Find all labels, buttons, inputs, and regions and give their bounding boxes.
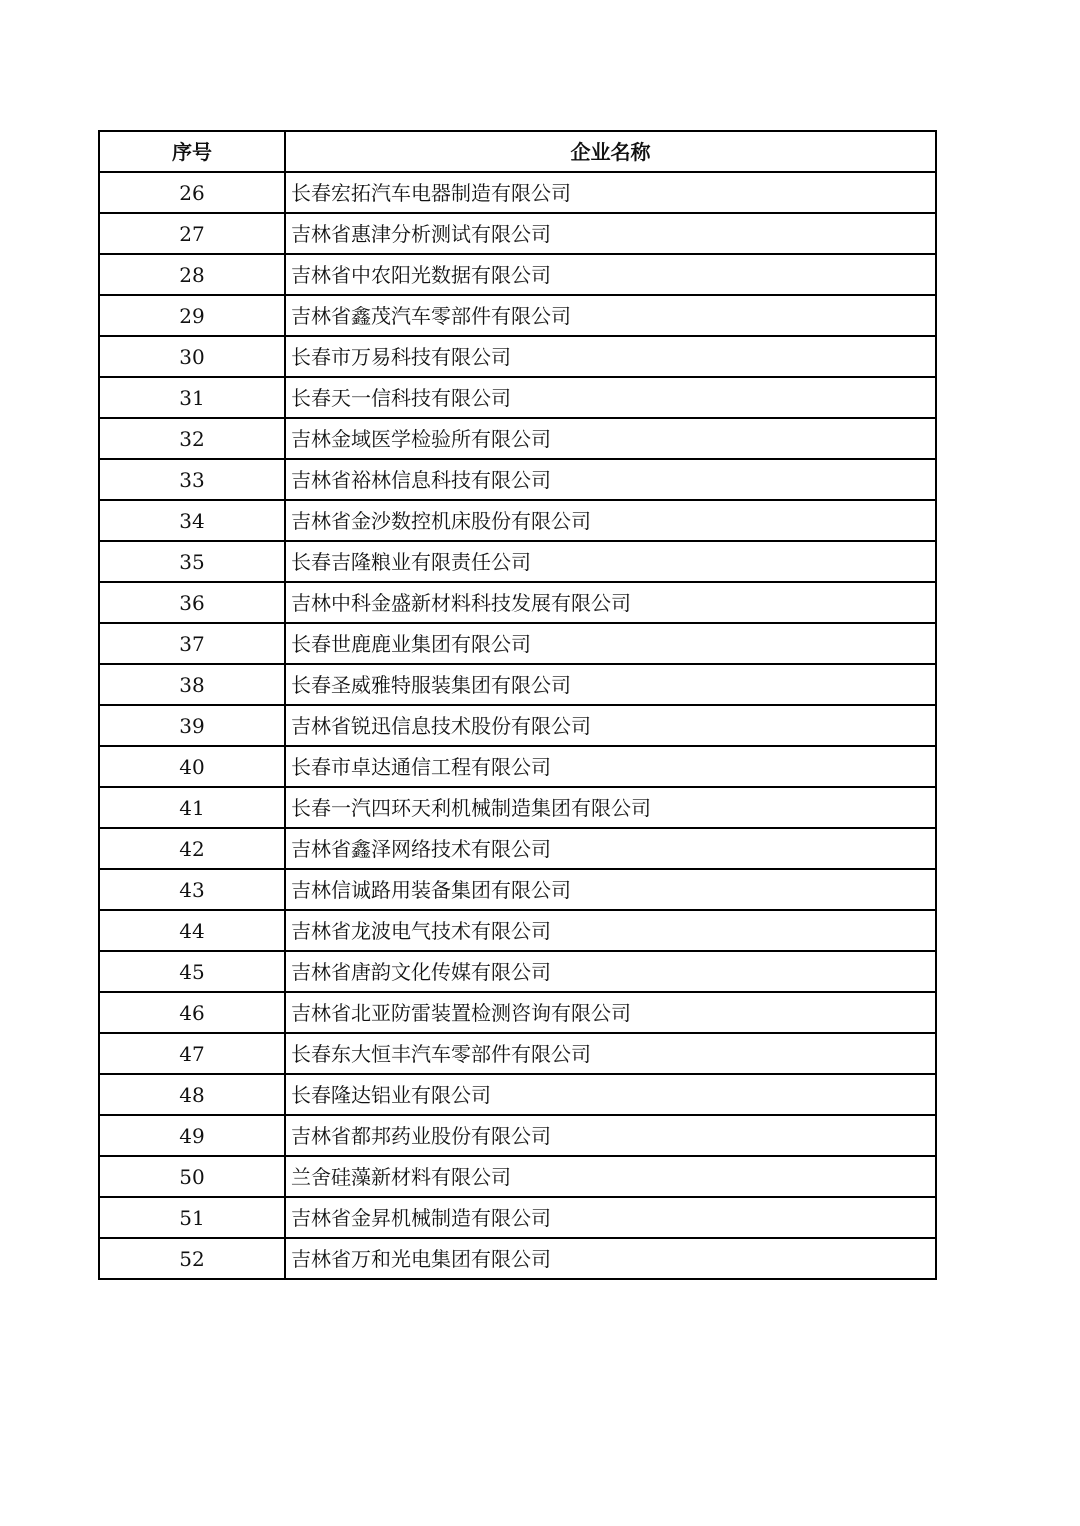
row-company-name: 吉林省金昇机械制造有限公司 (285, 1197, 936, 1238)
table-row (99, 500, 936, 541)
table-row (99, 869, 936, 910)
row-company-name: 长春吉隆粮业有限责任公司 (285, 541, 936, 582)
row-company-name: 吉林省惠津分析测试有限公司 (285, 213, 936, 254)
company-table (98, 130, 937, 1280)
table-header (99, 131, 936, 172)
row-company-name: 吉林省金沙数控机床股份有限公司 (285, 500, 936, 541)
row-company-name: 吉林信诚路用装备集团有限公司 (285, 869, 936, 910)
row-company-name: 长春隆达铝业有限公司 (285, 1074, 936, 1115)
row-index: 50 (99, 1156, 285, 1197)
row-company-name: 吉林省裕林信息科技有限公司 (285, 459, 936, 500)
header-index: 序号 (99, 131, 285, 172)
header-company-name: 企业名称 (285, 131, 936, 172)
row-index: 48 (99, 1074, 285, 1115)
row-company-name: 兰舍硅藻新材料有限公司 (285, 1156, 936, 1197)
row-company-name: 长春天一信科技有限公司 (285, 377, 936, 418)
row-company-name: 长春东大恒丰汽车零部件有限公司 (285, 1033, 936, 1074)
table-row (99, 541, 936, 582)
row-index: 35 (99, 541, 285, 582)
row-index: 30 (99, 336, 285, 377)
row-company-name: 吉林中科金盛新材料科技发展有限公司 (285, 582, 936, 623)
table-row (99, 992, 936, 1033)
table-row (99, 1074, 936, 1115)
table-row (99, 459, 936, 500)
row-index: 44 (99, 910, 285, 951)
table-row (99, 172, 936, 213)
table-row (99, 1156, 936, 1197)
row-index: 31 (99, 377, 285, 418)
row-index: 39 (99, 705, 285, 746)
row-company-name: 长春市万易科技有限公司 (285, 336, 936, 377)
row-company-name: 吉林金域医学检验所有限公司 (285, 418, 936, 459)
row-index: 41 (99, 787, 285, 828)
row-index: 34 (99, 500, 285, 541)
table-row (99, 582, 936, 623)
row-index: 43 (99, 869, 285, 910)
table-row (99, 910, 936, 951)
row-company-name: 吉林省龙波电气技术有限公司 (285, 910, 936, 951)
table-row (99, 1115, 936, 1156)
table-row (99, 254, 936, 295)
table-row (99, 377, 936, 418)
row-company-name: 长春一汽四环天利机械制造集团有限公司 (285, 787, 936, 828)
row-index: 26 (99, 172, 285, 213)
row-index: 32 (99, 418, 285, 459)
table-row (99, 746, 936, 787)
table-row (99, 295, 936, 336)
table-row (99, 1238, 936, 1279)
row-company-name: 吉林省北亚防雷装置检测咨询有限公司 (285, 992, 936, 1033)
table-row (99, 1033, 936, 1074)
table-row (99, 623, 936, 664)
row-company-name: 吉林省都邦药业股份有限公司 (285, 1115, 936, 1156)
row-index: 52 (99, 1238, 285, 1279)
table-row (99, 828, 936, 869)
row-index: 46 (99, 992, 285, 1033)
row-company-name: 吉林省中农阳光数据有限公司 (285, 254, 936, 295)
row-company-name: 吉林省万和光电集团有限公司 (285, 1238, 936, 1279)
row-index: 33 (99, 459, 285, 500)
table-row (99, 664, 936, 705)
row-company-name: 吉林省鑫泽网络技术有限公司 (285, 828, 936, 869)
row-company-name: 长春市卓达通信工程有限公司 (285, 746, 936, 787)
row-company-name: 长春宏拓汽车电器制造有限公司 (285, 172, 936, 213)
row-index: 29 (99, 295, 285, 336)
row-index: 36 (99, 582, 285, 623)
row-index: 47 (99, 1033, 285, 1074)
row-index: 28 (99, 254, 285, 295)
row-index: 40 (99, 746, 285, 787)
table-row (99, 1197, 936, 1238)
table-row (99, 951, 936, 992)
row-index: 42 (99, 828, 285, 869)
row-index: 38 (99, 664, 285, 705)
table-row (99, 418, 936, 459)
header-row (99, 131, 936, 172)
table-row (99, 705, 936, 746)
row-company-name: 长春圣威雅特服装集团有限公司 (285, 664, 936, 705)
row-company-name: 吉林省锐迅信息技术股份有限公司 (285, 705, 936, 746)
row-index: 45 (99, 951, 285, 992)
table-row (99, 787, 936, 828)
row-company-name: 长春世鹿鹿业集团有限公司 (285, 623, 936, 664)
table-row (99, 213, 936, 254)
table-body (99, 172, 936, 1279)
table-row (99, 336, 936, 377)
row-index: 27 (99, 213, 285, 254)
row-company-name: 吉林省唐韵文化传媒有限公司 (285, 951, 936, 992)
row-index: 49 (99, 1115, 285, 1156)
row-index: 37 (99, 623, 285, 664)
row-company-name: 吉林省鑫茂汽车零部件有限公司 (285, 295, 936, 336)
row-index: 51 (99, 1197, 285, 1238)
